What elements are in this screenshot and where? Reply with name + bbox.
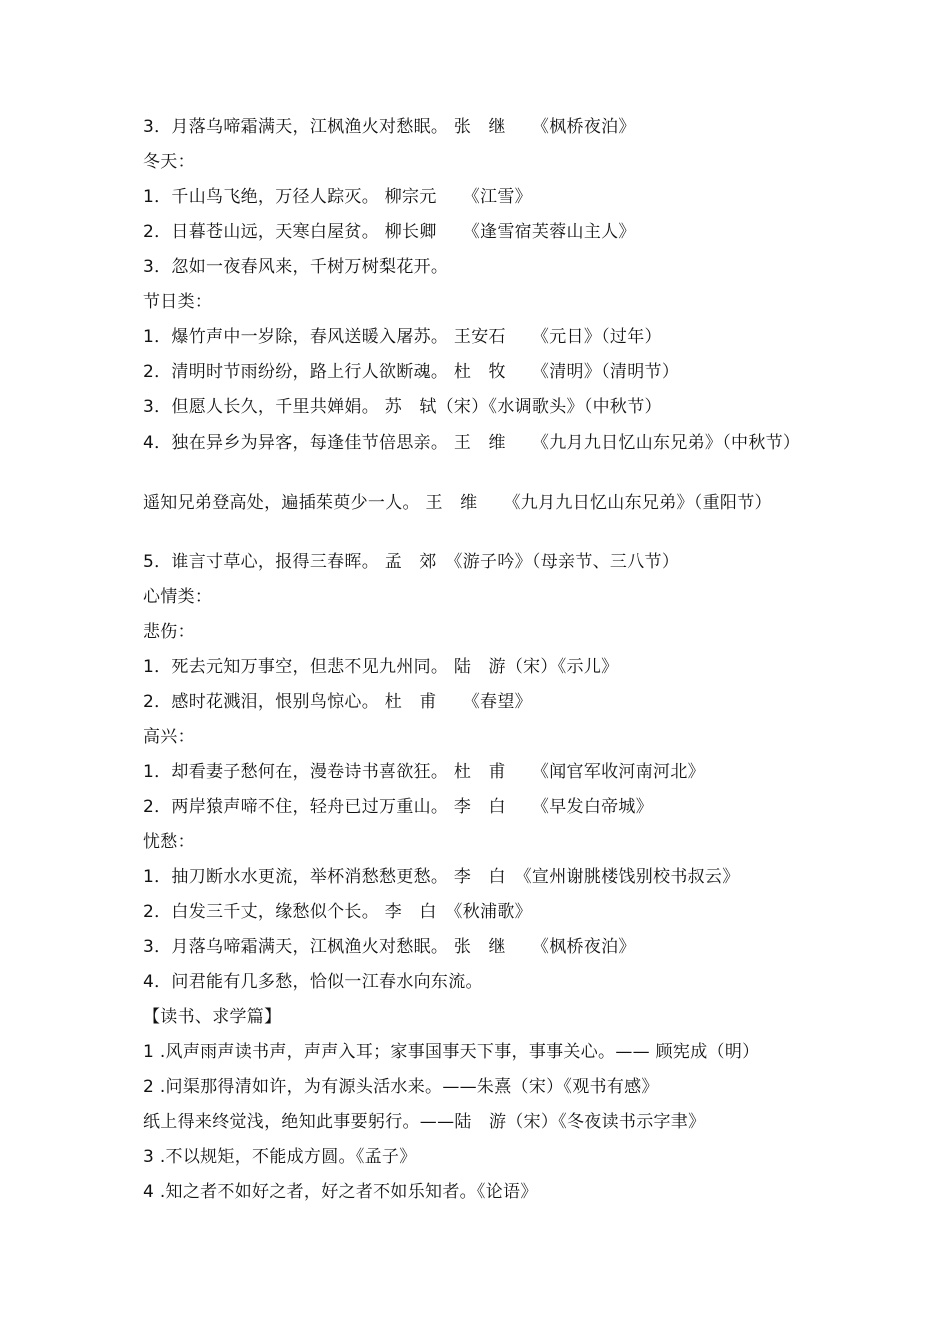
line-23: 3．月落乌啼霜满天，江枫渔火对愁眠。 张 继 《枫桥夜泊》 xyxy=(143,937,636,957)
line-29: 3 .不以规矩，不能成方圆。《孟子》 xyxy=(143,1147,417,1167)
line-6: 节日类： xyxy=(143,292,213,312)
line-18: 1．却看妻子愁何在，漫卷诗书喜欲狂。 杜 甫 《闻官军收河南河北》 xyxy=(143,762,705,782)
line-13: 心情类： xyxy=(143,587,213,607)
line-5: 3．忽如一夜春风来，千树万树梨花开。 xyxy=(143,257,449,277)
line-21: 1．抽刀断水水更流，举杯消愁愁更愁。 李 白 《宣州谢朓楼饯别校书叔云》 xyxy=(143,867,740,887)
line-22: 2．白发三千丈，缘愁似个长。 李 白 《秋浦歌》 xyxy=(143,902,532,922)
line-24: 4．问君能有几多愁，恰似一江春水向东流。 xyxy=(143,972,483,992)
line-7: 1．爆竹声中一岁除，春风送暖入屠苏。 王安石 《元日》（过年） xyxy=(143,327,662,347)
line-15: 1．死去元知万事空，但悲不见九州同。 陆 游（宋）《示儿》 xyxy=(143,657,619,677)
line-2: 冬天： xyxy=(143,152,195,172)
line-10: 4．独在异乡为异客，每逢佳节倍思亲。 王 维 《九月九日忆山东兄弟》（中秋节） xyxy=(143,433,801,453)
line-20: 忧愁： xyxy=(143,832,195,852)
line-26: 1 .风声雨声读书声，声声入耳；家事国事天下事，事事关心。—— 顾宪成（明） xyxy=(143,1042,760,1062)
line-11: 遥知兄弟登高处，遍插茱萸少一人。 王 维 《九月九日忆山东兄弟》（重阳节） xyxy=(143,493,772,513)
line-8: 2．清明时节雨纷纷，路上行人欲断魂。 杜 牧 《清明》（清明节） xyxy=(143,362,680,382)
line-28: 纸上得来终觉浅，绝知此事要躬行。——陆 游（宋）《冬夜读书示字聿》 xyxy=(143,1112,706,1132)
line-3: 1．千山鸟飞绝，万径人踪灭。 柳宗元 《江雪》 xyxy=(143,187,532,207)
line-30: 4 .知之者不如好之者，好之者不如乐知者。《论语》 xyxy=(143,1182,538,1202)
line-4: 2．日暮苍山远，天寒白屋贫。 柳长卿 《逢雪宿芙蓉山主人》 xyxy=(143,222,636,242)
line-17: 高兴： xyxy=(143,727,195,747)
section-heading: 【读书、求学篇】 xyxy=(143,1007,282,1027)
line-19: 2．两岸猿声啼不住，轻舟已过万重山。 李 白 《早发白帝城》 xyxy=(143,797,654,817)
line-1: 3．月落乌啼霜满天，江枫渔火对愁眠。 张 继 《枫桥夜泊》 xyxy=(143,117,636,137)
line-16: 2．感时花溅泪，恨别鸟惊心。 杜 甫 《春望》 xyxy=(143,692,532,712)
line-9: 3．但愿人长久，千里共婵娟。 苏 轼（宋）《水调歌头》（中秋节） xyxy=(143,397,662,417)
line-14: 悲伤： xyxy=(143,622,195,642)
line-27: 2 .问渠那得清如许，为有源头活水来。——朱熹（宋）《观书有感》 xyxy=(143,1077,659,1097)
line-12: 5．谁言寸草心，报得三春晖。 孟 郊 《游子吟》（母亲节、三八节） xyxy=(143,552,680,572)
